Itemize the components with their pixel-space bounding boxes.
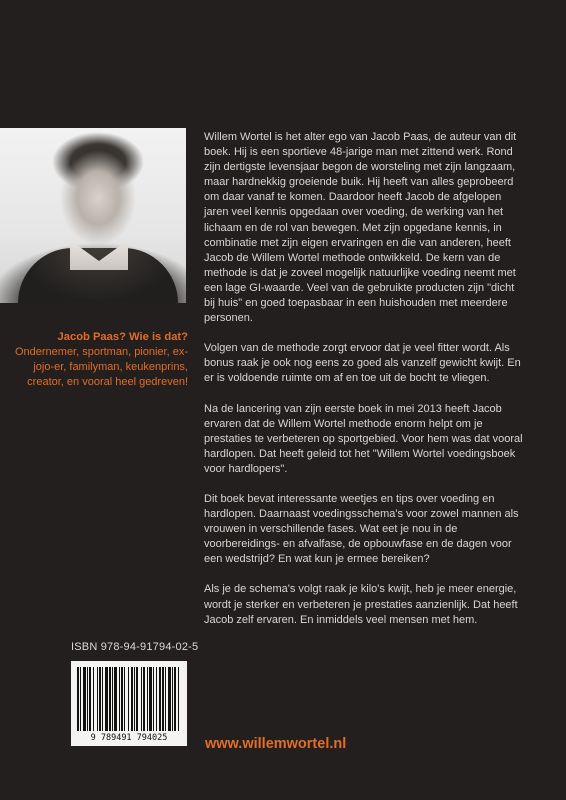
barcode-bar [99,667,101,731]
barcode-bar [136,667,138,731]
barcode-bar [112,667,113,731]
barcode-bar [119,667,120,731]
author-caption [0,330,188,390]
barcode-bar [147,667,148,731]
barcode [71,661,187,746]
barcode-number: 9 789491 794025 [90,733,168,743]
barcode-bar [149,667,152,731]
barcode-bar [83,667,86,731]
author-description: Ondernemer, sportman, pionier, ex-jojo-er, familyman, keukenprins, creator, en vooral heel gedreven! [14,346,188,388]
barcode-bar [165,667,166,731]
barcode-bar [77,667,79,731]
barcode-bar [168,667,171,731]
paragraph-4: Dit boek bevat interessante weetjes en tips over voeding en hardlopen. Daarnaast voedingsschema's voor zowel mannen als vrouwen in verschillende fases. Wat eet je nou in de voorbereidings- en afvalfase, de opbouwfase en de dagen voor een wedstrijd? En wat kun je ermee bereiken? [204,492,519,566]
barcode-bar [97,667,98,731]
paragraph-3: Na de lancering van zijn eerste boek in mei 2013 heeft Jacob ervaren dat de Willem Wortel methode enorm helpt om je prestaties te verbeteren op sportgebied. Voor hem was dat vooral hardlopen. Dat heeft geleid tot het "Willem Wortel voedingsboek voor hardlopers". [204,402,523,475]
back-cover-text [204,130,526,643]
barcode-bar [80,667,81,731]
author-photo [0,128,186,303]
barcode-bar [131,667,133,731]
barcode-bar [105,667,108,731]
paragraph-2: Volgen van de methode zorgt ervoor dat je veel fitter wordt. Als bonus raak je ook nog eens zo goed als vanzelf gewicht kwijt. En er is voldoende ruimte om af en toe uit de bocht te vliegen. [204,342,521,385]
barcode-bar [109,667,111,731]
author-sweater [18,248,178,303]
barcode-bar [178,667,179,731]
barcode-bar [172,667,173,731]
isbn-label: ISBN 978-94-91794-02-5 [71,641,199,653]
barcode-bar [114,667,117,731]
barcode-bar [162,667,164,731]
barcode-bar [121,667,123,731]
barcode-bar [134,667,135,731]
barcode-bar [102,667,103,731]
barcode-bar [124,667,125,731]
barcode-bar [141,667,142,731]
barcode-bar [93,667,94,731]
barcode-bar [143,667,145,731]
author-heading: Jacob Paas? Wie is dat? [57,331,188,343]
website-url: www.willemwortel.nl [205,736,347,752]
barcode-bar [174,667,176,731]
barcode-bar [156,667,157,731]
barcode-bar [159,667,161,731]
barcode-bar [153,667,154,731]
barcode-bar [87,667,88,731]
barcode-bar [128,667,129,731]
paragraph-1: Willem Wortel is het alter ego van Jacob Paas, de auteur van dit boek. Hij is een sportieve 48-jarige man met zittend werk. Rond zijn dertigste levensjaar begon de worsteling met zijn langzaam, maar hardnekkig groeiende buik. Hij heeft van alles geprobeerd om daar vanaf te komen. Daardoor heeft Jacob de afgelopen jaren veel kennis opgedaan over voeding, de werking van het lichaam en de rol van bewegen. Met zijn opgedane kennis, in combinatie met zijn eigen ervaringen en die van anderen, heeft Jacob de Willem Wortel methode ontwikkeld. De kern van de methode is dat je zoveel mogelijk natuurlijke voeding neemt met een lage GI-waarde. Veel van de gebruikte producten zijn "dicht bij huis" en goed toepasbaar in een huishouden met meerdere personen. [204,131,517,325]
paragraph-5: Als je de schema's volgt raak je kilo's kwijt, heb je meer energie, wordt je sterker en verbeteren je prestaties aanzienlijk. Dat heeft Jacob zelf ervaren. En inmiddels veel mensen met hem. [204,583,518,626]
barcode-bar [89,667,91,731]
barcode-bars [75,667,183,731]
